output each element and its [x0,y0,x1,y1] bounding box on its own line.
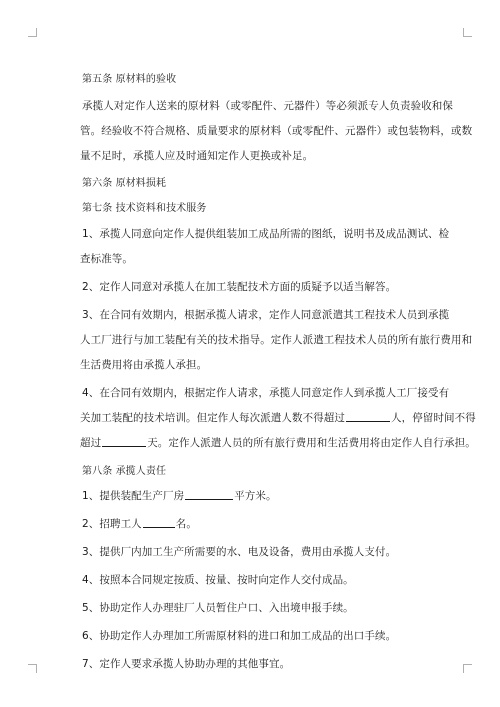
worker-count-blank [143,517,175,528]
crop-mark-top-left [28,28,37,37]
article-5-title: 第五条 原材料的验收 [82,74,177,85]
article-7-item-3-line-2: 人工厂进行与加工装配有关的技术指导。定作人派遣工程技术人员的所有旅行费用和 [80,334,473,346]
article-8-title: 第八条 承揽人责任 [82,466,167,477]
article-7-item-3-line-1: 3、在合同有效期内，根据承揽人请求，定作人同意派遣其工程技术人员到承揽 [82,309,450,321]
crop-mark-bottom-right [463,664,472,673]
stay-days-blank [102,436,146,447]
article-7-item-4-line-2 [80,410,476,425]
training-count-blank [346,411,390,422]
article-7-item-2: 2、定作人同意对承揽人在加工装配技术方面的质疑予以适当解答。 [82,281,397,293]
article-8-item-5: 5、协助定作人办理驻厂人员暂住户口、入出境申报手续。 [82,602,354,614]
article-8-item-7: 7、定作人要求承揽人协助办理的其他事宜。 [82,658,291,670]
article-8-item-4: 4、按照本合同规定按质、按量、按时向定作人交付成品。 [82,574,354,586]
article-7-item-3-line-3: 生活费用将由承揽人承担。 [80,359,208,371]
item-4-line-3-text-b: 天。定作人派遣人员的所有旅行费用和生活费用将由定作人自行承担。 [147,437,476,449]
article-7-item-1-line-1: 1、承揽人同意向定作人提供组装加工成品所需的图纸，说明书及成品测试、检 [82,228,450,240]
item-4-line-2-text-a: 关加工装配的技术培训。但定作人每次派遣人数不得超过 [80,412,345,424]
article-5-paragraph-line-2: 管。经验收不符合规格、质量要求的原材料（或零配件、元器件）或包装物料，或数 [80,125,473,137]
item-4-line-2-text-b: 人，停留时间不得 [391,412,476,424]
item-8-1-text-a: 1、提供装配生产厂房 [82,490,185,502]
item-4-line-3-text-a: 超过 [80,437,102,449]
article-6-title: 第六条 原材料损耗 [82,178,167,189]
article-7-title: 第七条 技术资料和技术服务 [82,203,207,214]
article-8-item-6: 6、协助定作人办理加工所需原材料的进口和加工成品的出口手续。 [82,630,397,642]
article-8-item-3: 3、提供厂内加工生产所需要的水、电及设备，费用由承揽人支付。 [82,546,397,558]
plant-area-blank [185,489,233,500]
article-7-item-4-line-3 [80,435,476,450]
article-5-paragraph-line-1: 承揽人对定作人送来的原材料（或零配件、元器件）等必须派专人负责验收和保 [82,100,453,112]
article-7-item-4-line-1: 4、在合同有效期内，根据定作人请求，承揽人同意定作人到承揽人工厂接受有 [82,387,450,399]
article-5-paragraph-line-3: 量不足时，承揽人应及时通知定作人更换或补足。 [80,150,314,162]
item-8-1-text-b: 平方米。 [234,490,277,502]
item-8-2-text-a: 2、招聘工人 [82,518,142,530]
article-8-item-2 [82,516,197,531]
item-8-2-text-b: 名。 [175,518,197,530]
crop-mark-bottom-left [28,664,37,673]
crop-mark-top-right [463,28,472,37]
article-8-item-1 [82,488,277,503]
article-7-item-1-line-2: 查标准等。 [80,253,133,265]
